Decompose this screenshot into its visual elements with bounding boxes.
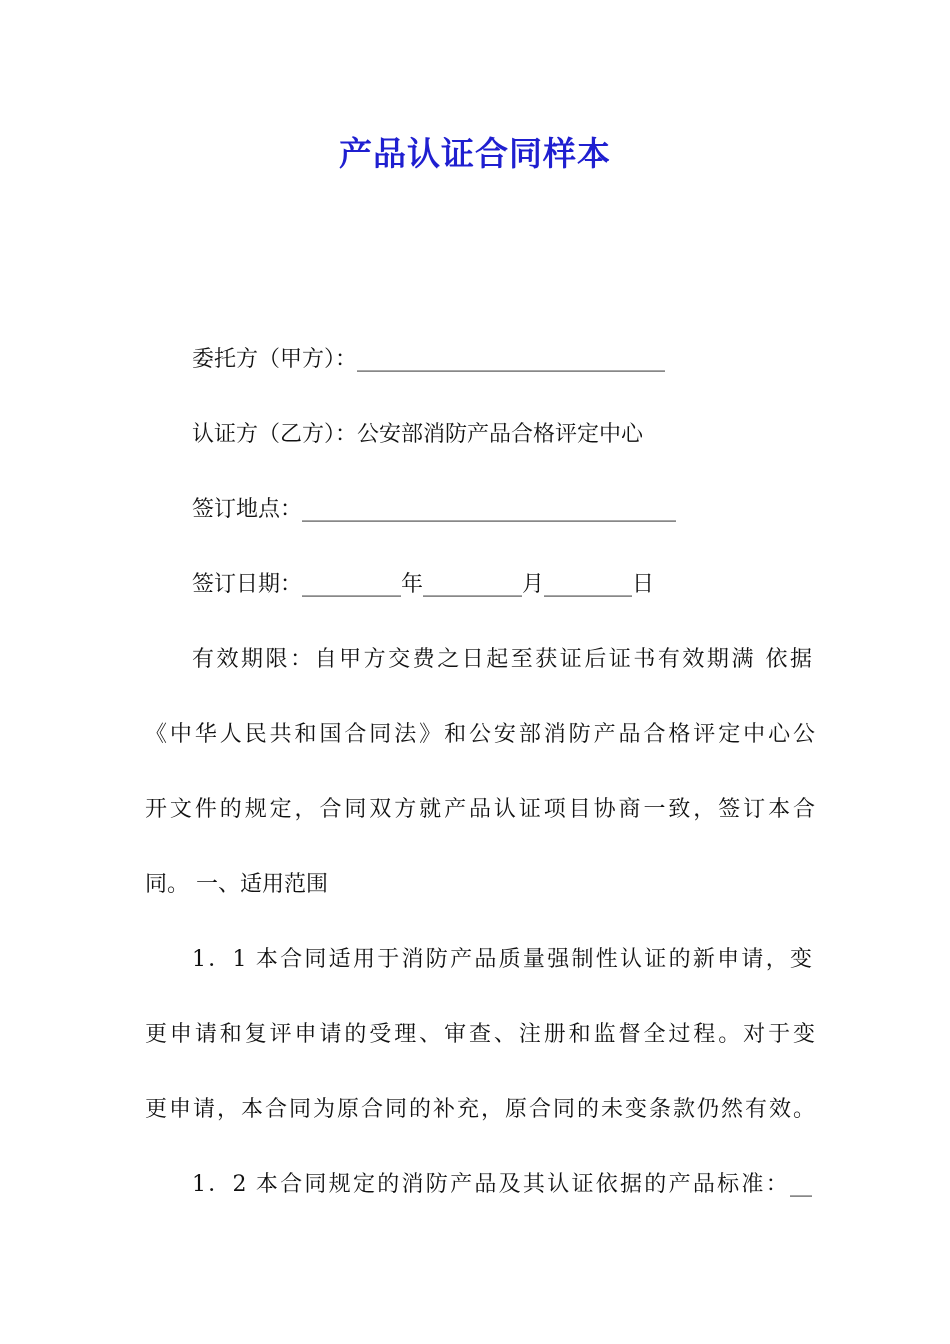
clause-1-1-line: 更申请和复评申请的受理、审查、注册和监督全过程。对于变: [145, 1022, 815, 1047]
signing-place-line: 签订地点：__________________________________: [192, 497, 677, 522]
clause-1-1-line: 更申请，本合同为原合同的补充，原合同的未变条款仍然有效。: [145, 1097, 815, 1122]
paragraph-line: 开文件的规定，合同双方就产品认证项目协商一致，签订本合: [145, 797, 815, 822]
document-title: 产品认证合同样本: [339, 134, 611, 173]
paragraph-line: 《中华人民共和国合同法》和公安部消防产品合格评定中心公: [145, 722, 815, 747]
clause-1-1-line: 1．1 本合同适用于消防产品质量强制性认证的新申请，变: [192, 947, 812, 972]
client-party-line: 委托方（甲方）：____________________________: [192, 347, 666, 372]
paragraph-line: 同。 一、适用范围: [145, 872, 328, 897]
clause-1-2-line: 1．2 本合同规定的消防产品及其认证依据的产品标准：__: [192, 1172, 812, 1197]
signing-date-line: 签订日期：_________年_________月________日: [192, 572, 655, 597]
certifier-party-line: 认证方（乙方）：公安部消防产品合格评定中心: [192, 422, 644, 447]
paragraph-line: 有效期限：自甲方交费之日起至获证后证书有效期满 依据: [192, 647, 812, 672]
